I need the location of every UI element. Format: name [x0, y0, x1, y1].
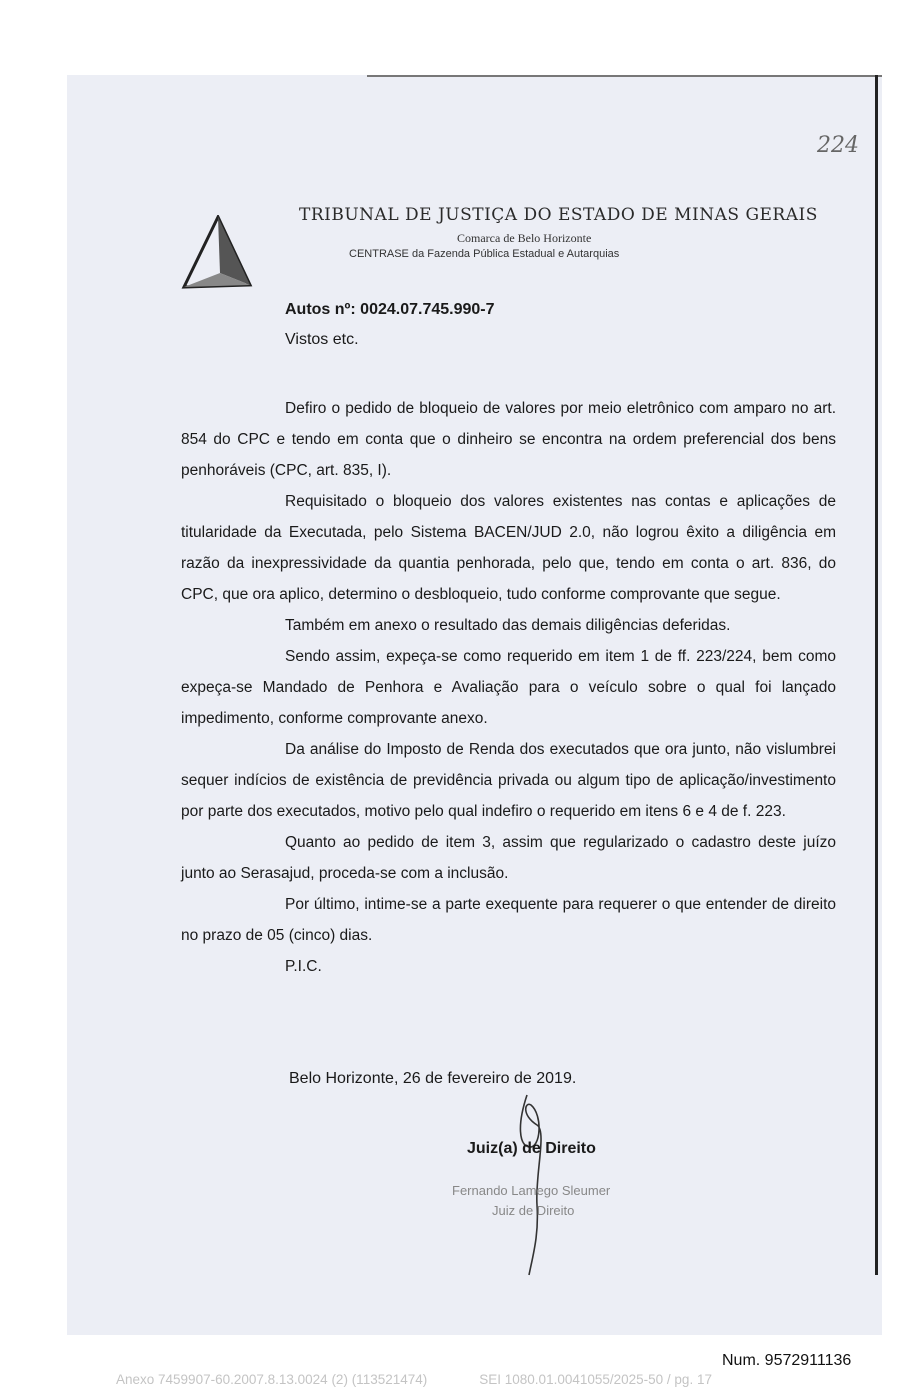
scan-edge-right — [875, 75, 878, 1275]
scan-edge-top — [367, 75, 882, 77]
document-number: Num. 9572911136 — [722, 1352, 852, 1369]
tribunal-logo-icon — [180, 215, 260, 295]
case-number: Autos nº: 0024.07.745.990-7 — [285, 301, 495, 318]
paragraph: Defiro o pedido de bloqueio de valores por meio eletrônico com amparo no art. 854 do CPC e tendo em conta que o dinheiro se encontra na ordem preferencial dos bens penhoráveis (CPC, art. 835, I). — [181, 400, 836, 479]
place-date: Belo Horizonte, 26 de fevereiro de 2019. — [289, 1070, 577, 1087]
paragraph: Requisitado o bloqueio dos valores existentes nas contas e aplicações de titularidade da Executada, pelo Sistema BACEN/JUD 2.0, não logrou êxito a diligência em razão da inexpressividade da quantia penhorada, pelo que, tendo em conta o art. 836, do CPC, que ora aplico, determino o desbloqueio, tudo conforme comprovante que segue. — [181, 493, 836, 603]
decision-body — [181, 393, 836, 982]
footer-annex: Anexo 7459907-60.2007.8.13.0024 (2) (113521474) — [116, 1372, 428, 1387]
signer-title: Juiz(a) de Direito — [467, 1140, 596, 1157]
stamp-name: Fernando Lamego Sleumer — [452, 1183, 611, 1198]
stamp-role: Juiz de Direito — [492, 1203, 575, 1218]
paragraph: Da análise do Imposto de Renda dos executados que ora junto, não vislumbrei sequer indícios de existência de previdência privada ou algum tipo de aplicação/investimento por parte dos executados, motivo pelo qual indefiro o requerido em itens 6 e 4 de f. 223. — [181, 741, 836, 820]
court-unit: CENTRASE da Fazenda Pública Estadual e Autarquias — [349, 248, 620, 260]
paragraph: Sendo assim, expeça-se como requerido em item 1 de ff. 223/224, bem como expeça-se Mandado de Penhora e Avaliação para o veículo sobre o qual foi lançado impedimento, conforme comprovante anexo. — [181, 648, 836, 727]
paragraph: Quanto ao pedido de item 3, assim que regularizado o cadastro deste juízo junto ao Serasajud, proceda-se com a inclusão. — [181, 834, 836, 882]
court-name: TRIBUNAL DE JUSTIÇA DO ESTADO DE MINAS GERAIS — [299, 205, 818, 225]
paragraph: Também em anexo o resultado das demais diligências deferidas. — [285, 617, 731, 634]
scanned-page — [67, 75, 882, 1335]
footer-sei: SEI 1080.01.0041055/2025-50 / pg. 17 — [479, 1372, 712, 1387]
footer — [116, 1372, 712, 1387]
court-district: Comarca de Belo Horizonte — [457, 231, 592, 245]
paragraph: Por último, intime-se a parte exequente para requerer o que entender de direito no prazo de 05 (cinco) dias. — [181, 896, 836, 944]
closing-pic: P.I.C. — [285, 958, 322, 975]
greeting: Vistos etc. — [285, 331, 359, 348]
handwritten-page-number: 224 — [817, 133, 859, 158]
